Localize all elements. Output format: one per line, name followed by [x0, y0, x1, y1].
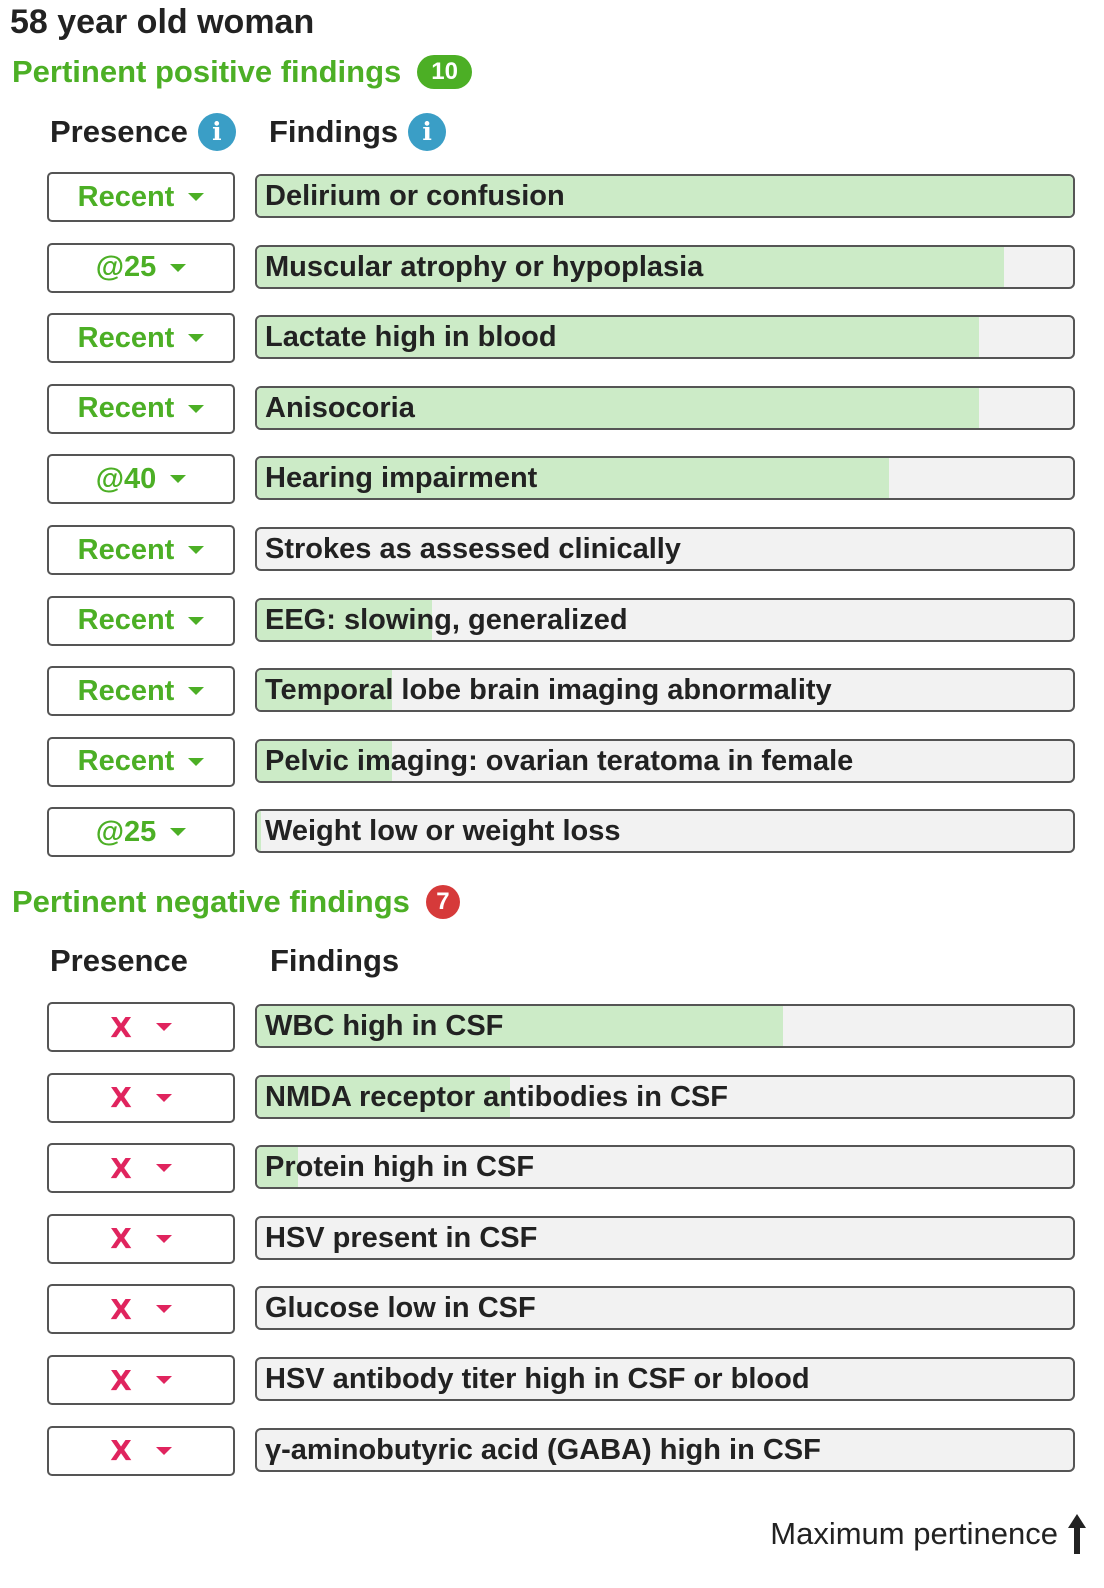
findings-header-label: Findings [270, 943, 400, 978]
presence-value: X [110, 1081, 132, 1115]
finding-row [0, 1284, 1104, 1336]
presence-value: @40 [95, 462, 157, 495]
presence-dropdown[interactable] [47, 313, 235, 363]
caret-down-icon [156, 1094, 172, 1102]
presence-dropdown[interactable] [47, 737, 235, 787]
finding-label: Weight low or weight loss [265, 815, 621, 848]
finding-label: Glucose low in CSF [265, 1292, 536, 1325]
presence-value: Recent [77, 533, 175, 566]
finding-row [0, 313, 1104, 365]
finding-row [0, 1073, 1104, 1125]
finding-label: Delirium or confusion [265, 180, 565, 212]
presence-dropdown[interactable] [47, 172, 235, 222]
finding-bar[interactable] [255, 386, 1075, 430]
info-icon[interactable]: i [408, 113, 446, 151]
finding-label: Anisocoria [265, 391, 415, 424]
caret-down-icon [156, 1235, 172, 1243]
presence-value: Recent [77, 392, 175, 425]
positive-count-badge: 10 [417, 55, 472, 89]
finding-bar[interactable] [255, 1216, 1075, 1260]
presence-dropdown[interactable] [47, 454, 235, 504]
presence-value: X [110, 1292, 132, 1326]
finding-label: HSV present in CSF [265, 1221, 538, 1254]
info-icon[interactable]: i [198, 113, 236, 151]
positive-presence-header [50, 110, 236, 154]
presence-dropdown[interactable] [47, 384, 235, 434]
finding-row [0, 666, 1104, 718]
positive-section-label: Pertinent positive findings [12, 54, 402, 89]
max-pertinence-legend [770, 1512, 1088, 1556]
finding-bar[interactable] [255, 739, 1075, 783]
finding-label: Strokes as assessed clinically [265, 533, 681, 565]
finding-row [0, 1355, 1104, 1407]
presence-dropdown[interactable] [47, 1355, 235, 1405]
presence-value: Recent [77, 180, 175, 213]
finding-row [0, 172, 1104, 224]
finding-label: Protein high in CSF [265, 1151, 535, 1184]
presence-dropdown[interactable] [47, 666, 235, 716]
finding-row [0, 454, 1104, 506]
presence-value: @25 [95, 251, 157, 284]
finding-row [0, 737, 1104, 789]
caret-down-icon [156, 1305, 172, 1313]
finding-bar[interactable] [255, 1428, 1075, 1472]
finding-bar[interactable] [255, 245, 1075, 289]
caret-down-icon [188, 687, 204, 695]
finding-bar[interactable] [255, 1357, 1075, 1401]
finding-row [0, 243, 1104, 295]
presence-header-label: Presence [50, 114, 188, 149]
caret-down-icon [156, 1164, 172, 1172]
finding-bar[interactable] [255, 1004, 1075, 1048]
finding-row [0, 1426, 1104, 1478]
finding-bar[interactable] [255, 809, 1075, 853]
patient-title: 58 year old woman [10, 3, 315, 41]
presence-dropdown[interactable] [47, 807, 235, 857]
negative-findings-header [270, 939, 399, 983]
presence-value: X [110, 1363, 132, 1397]
finding-bar[interactable] [255, 1075, 1075, 1119]
negative-section-label: Pertinent negative findings [12, 884, 410, 919]
presence-dropdown[interactable] [47, 525, 235, 575]
finding-row [0, 1214, 1104, 1266]
finding-bar[interactable] [255, 174, 1075, 218]
finding-label: Pelvic imaging: ovarian teratoma in female [265, 744, 854, 777]
negative-count-badge: 7 [426, 885, 460, 919]
finding-bar[interactable] [255, 527, 1075, 571]
caret-down-icon [188, 758, 204, 766]
caret-down-icon [188, 193, 204, 201]
finding-label: Temporal lobe brain imaging abnormality [265, 674, 832, 707]
finding-row [0, 384, 1104, 436]
presence-value: Recent [77, 604, 175, 637]
presence-dropdown[interactable] [47, 1073, 235, 1123]
presence-dropdown[interactable] [47, 1002, 235, 1052]
presence-value: Recent [77, 674, 175, 707]
negative-presence-header [50, 939, 188, 983]
finding-row [0, 596, 1104, 648]
caret-down-icon [188, 546, 204, 554]
finding-row [0, 1002, 1104, 1054]
caret-down-icon [188, 334, 204, 342]
presence-dropdown[interactable] [47, 1143, 235, 1193]
presence-header-label: Presence [50, 943, 188, 978]
presence-dropdown[interactable] [47, 1426, 235, 1476]
finding-label: Hearing impairment [265, 462, 538, 495]
caret-down-icon [156, 1447, 172, 1455]
presence-value: Recent [77, 321, 175, 354]
presence-value: X [110, 1434, 132, 1468]
pertinence-fill [257, 811, 261, 851]
caret-down-icon [156, 1023, 172, 1031]
presence-value: @25 [95, 815, 157, 848]
finding-row [0, 807, 1104, 859]
finding-bar[interactable] [255, 1286, 1075, 1330]
finding-bar[interactable] [255, 315, 1075, 359]
caret-down-icon [156, 1376, 172, 1384]
max-pertinence-label: Maximum pertinence [770, 1516, 1058, 1551]
positive-findings-header [269, 110, 446, 154]
finding-label: NMDA receptor antibodies in CSF [265, 1080, 728, 1113]
negative-section-title [12, 880, 460, 924]
caret-down-icon [170, 828, 186, 836]
presence-value: X [110, 1222, 132, 1256]
finding-label: Lactate high in blood [265, 321, 557, 354]
caret-down-icon [188, 405, 204, 413]
caret-down-icon [188, 617, 204, 625]
finding-label: EEG: slowing, generalized [265, 603, 628, 636]
presence-dropdown[interactable] [47, 243, 235, 293]
finding-label: HSV antibody titer high in CSF or blood [265, 1363, 810, 1395]
arrow-up-icon [1066, 1512, 1088, 1556]
finding-label: WBC high in CSF [265, 1010, 504, 1042]
presence-value: Recent [77, 745, 175, 778]
finding-bar[interactable] [255, 1145, 1075, 1189]
findings-header-label: Findings [269, 114, 399, 149]
finding-bar[interactable] [255, 456, 1075, 500]
caret-down-icon [170, 475, 186, 483]
presence-dropdown[interactable] [47, 1214, 235, 1264]
positive-section-title [12, 50, 472, 94]
finding-label: Muscular atrophy or hypoplasia [265, 250, 704, 283]
finding-row [0, 525, 1104, 577]
presence-dropdown[interactable] [47, 596, 235, 646]
presence-dropdown[interactable] [47, 1284, 235, 1334]
finding-bar[interactable] [255, 668, 1075, 712]
finding-row [0, 1143, 1104, 1195]
finding-label: γ-aminobutyric acid (GABA) high in CSF [265, 1433, 821, 1466]
finding-bar[interactable] [255, 598, 1075, 642]
caret-down-icon [170, 264, 186, 272]
presence-value: X [110, 1151, 132, 1185]
presence-value: X [110, 1010, 132, 1044]
